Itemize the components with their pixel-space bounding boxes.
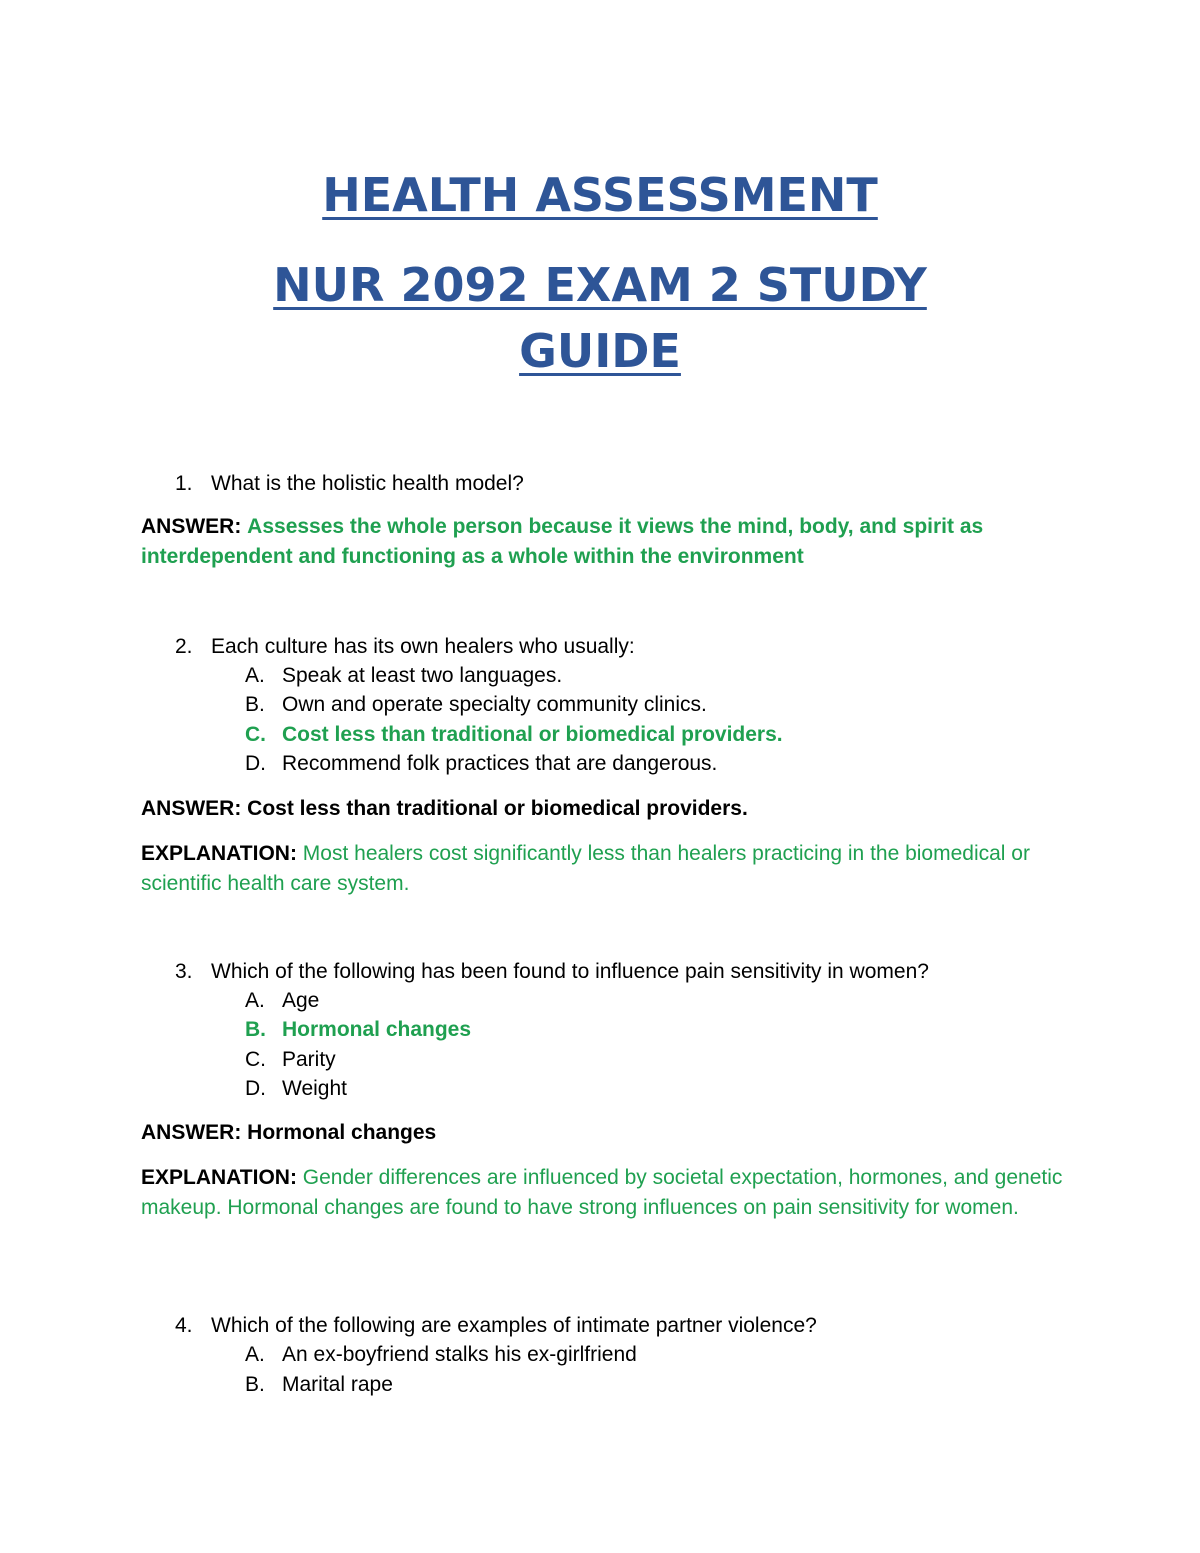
option-2b <box>245 690 707 720</box>
answer-label: ANSWER: <box>141 515 242 538</box>
option-text: Parity <box>282 1048 336 1071</box>
explanation-3 <box>141 1163 1071 1223</box>
option-letter: B. <box>245 1373 265 1396</box>
option-letter: D. <box>245 1077 266 1100</box>
option-text: An ex-boyfriend stalks his ex-girlfriend <box>282 1343 637 1366</box>
option-2d <box>245 749 717 779</box>
document-title-line-3: GUIDE <box>519 324 681 378</box>
option-2c-correct <box>245 720 783 750</box>
option-2a <box>245 661 562 691</box>
answer-text: Assesses the whole person because it views the mind, body, and spirit as interdependent and functioning as a whole within the environment <box>141 515 984 568</box>
option-letter: B. <box>245 693 265 716</box>
question-4 <box>175 1311 817 1341</box>
explanation-text: Gender differences are influenced by societal expectation, hormones, and genetic makeup. Hormonal changes are found to have strong influences on pain sensitivity for women. <box>141 1166 1063 1219</box>
option-letter: A. <box>245 664 265 687</box>
option-letter: A. <box>245 989 265 1012</box>
option-3c <box>245 1045 336 1075</box>
explanation-text: Most healers cost significantly less than healers practicing in the biomedical or scientific health care system. <box>141 842 1030 895</box>
answer-2 <box>141 794 1071 824</box>
answer-text: Cost less than traditional or biomedical providers. <box>247 797 748 820</box>
explanation-label: EXPLANATION: <box>141 842 297 865</box>
option-letter: D. <box>245 752 266 775</box>
option-text: Own and operate specialty community clinics. <box>282 693 707 716</box>
option-text: Hormonal changes <box>282 1018 472 1041</box>
question-number: 1. <box>175 472 193 495</box>
option-text: Age <box>282 989 320 1012</box>
question-1 <box>175 469 524 499</box>
answer-label: ANSWER: <box>141 797 242 820</box>
document-title-line-2: NUR 2092 EXAM 2 STUDY <box>273 258 927 312</box>
option-3b-correct <box>245 1015 471 1045</box>
question-number: 2. <box>175 635 193 658</box>
option-3a <box>245 986 319 1016</box>
option-text: Weight <box>282 1077 347 1100</box>
option-3d <box>245 1074 347 1104</box>
option-4b <box>245 1370 393 1400</box>
option-letter: C. <box>245 1048 266 1071</box>
question-2 <box>175 632 635 662</box>
option-letter: C. <box>245 723 266 746</box>
option-letter: A. <box>245 1343 265 1366</box>
question-text: Which of the following has been found to influence pain sensitivity in women? <box>211 960 929 983</box>
question-text: What is the holistic health model? <box>211 472 524 495</box>
question-text: Which of the following are examples of intimate partner violence? <box>211 1314 817 1337</box>
option-text: Speak at least two languages. <box>282 664 563 687</box>
question-number: 4. <box>175 1314 193 1337</box>
document-title-line-1: HEALTH ASSESSMENT <box>322 168 878 222</box>
explanation-2 <box>141 839 1071 899</box>
explanation-label: EXPLANATION: <box>141 1166 297 1189</box>
answer-label: ANSWER: <box>141 1121 242 1144</box>
answer-text: Hormonal changes <box>247 1121 437 1144</box>
option-text: Recommend folk practices that are dangerous. <box>282 752 718 775</box>
option-text: Cost less than traditional or biomedical providers. <box>282 723 783 746</box>
answer-1 <box>141 512 1071 572</box>
question-3 <box>175 957 929 987</box>
option-text: Marital rape <box>282 1373 393 1396</box>
answer-3 <box>141 1118 1071 1148</box>
question-text: Each culture has its own healers who usually: <box>211 635 635 658</box>
option-letter: B. <box>245 1018 266 1041</box>
option-4a <box>245 1340 637 1370</box>
question-number: 3. <box>175 960 193 983</box>
